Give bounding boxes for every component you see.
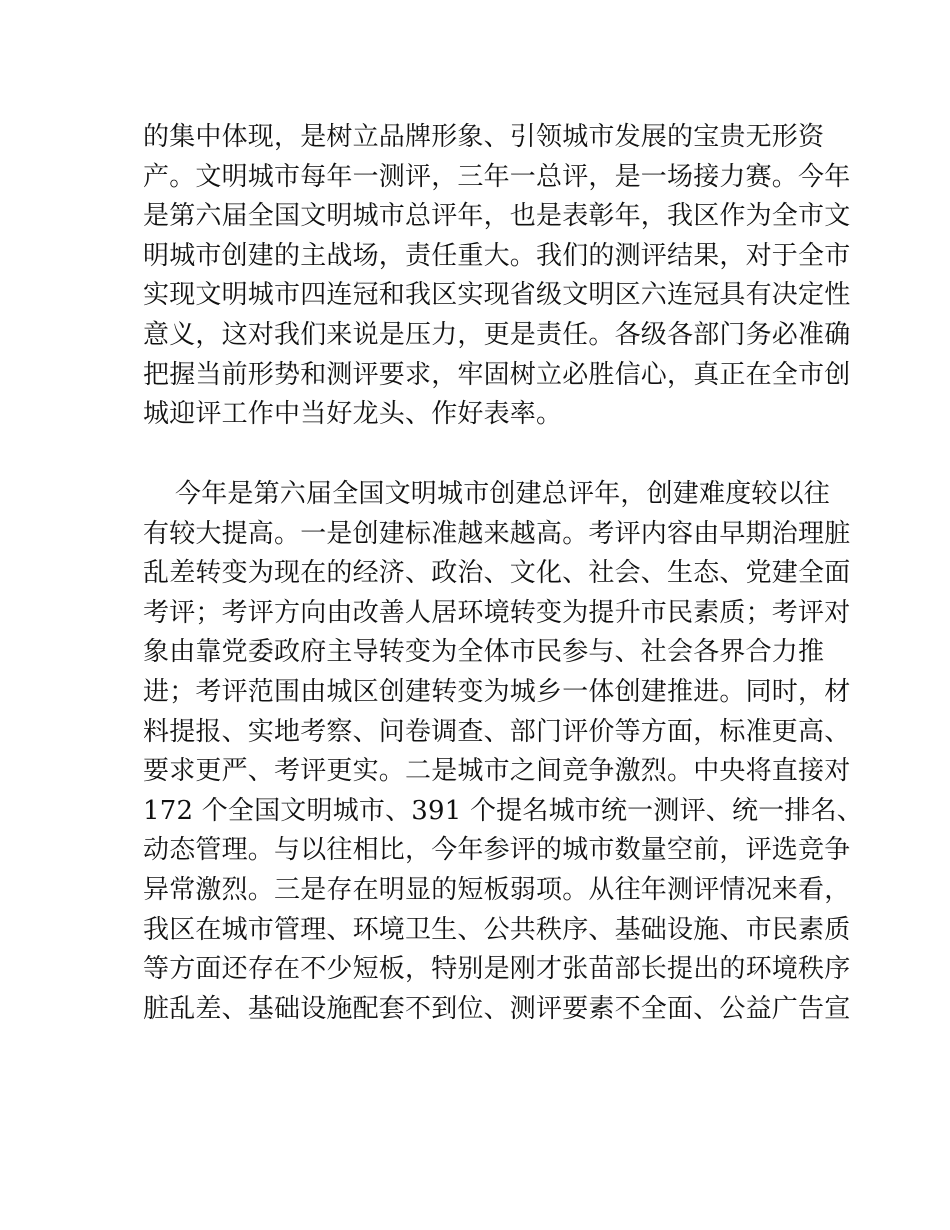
text-line: 乱差转变为现在的经济、政治、文化、社会、生态、党建全面: [143, 558, 851, 589]
text-line: 等方面还存在不少短板，特别是刚才张苗部长提出的环境秩序: [143, 954, 851, 985]
text-line: 的集中体现，是树立品牌形象、引领城市发展的宝贵无形资: [143, 122, 825, 152]
text-line: 象由靠党委政府主导转变为全体市民参与、社会各界合力推: [143, 637, 825, 668]
paragraph-2: [143, 475, 863, 1029]
text-line: 进；考评范围由城区创建转变为城乡一体创建推进。同时，材: [143, 676, 851, 707]
text-line: 意义，这对我们来说是压力，更是责任。各级各部门务必准确: [143, 319, 851, 350]
text-line: 实现文明城市四连冠和我区实现省级文明区六连冠具有决定性: [143, 280, 851, 311]
text-line: 是第六届全国文明城市总评年，也是表彰年，我区作为全市文: [143, 201, 851, 232]
text-line-indented: 今年是第六届全国文明城市创建总评年，创建难度较以往: [175, 479, 831, 509]
text-line: 动态管理。与以往相比，今年参评的城市数量空前，评选竞争: [143, 835, 851, 866]
text-line: 要求更严、考评更实。二是城市之间竞争激烈。中央将直接对: [143, 756, 851, 787]
text-line: 有较大提高。一是创建标准越来越高。考评内容由早期治理脏: [143, 518, 851, 549]
text-line: 明城市创建的主战场，责任重大。我们的测评结果，对于全市: [143, 240, 851, 271]
text-line: 把握当前形势和测评要求，牢固树立必胜信心，真正在全市创: [143, 359, 851, 390]
text-line: 我区在城市管理、环境卫生、公共秩序、基础设施、市民素质: [143, 914, 851, 945]
text-line: 料提报、实地考察、问卷调查、部门评价等方面，标准更高、: [143, 716, 851, 747]
text-line: 城迎评工作中当好龙头、作好表率。: [143, 399, 563, 430]
text-line: 脏乱差、基础设施配套不到位、测评要素不全面、公益广告宣: [143, 993, 851, 1024]
paragraph-1: [143, 118, 851, 435]
text-line: 产。文明城市每年一测评，三年一总评，是一场接力赛。今年: [143, 161, 851, 192]
text-line: 172 个全国文明城市、391 个提名城市统一测评、统一排名、: [143, 795, 863, 826]
text-line: 异常激烈。三是存在明显的短板弱项。从往年测评情况来看，: [143, 874, 851, 905]
text-line: 考评；考评方向由改善人居环境转变为提升市民素质；考评对: [143, 597, 851, 628]
